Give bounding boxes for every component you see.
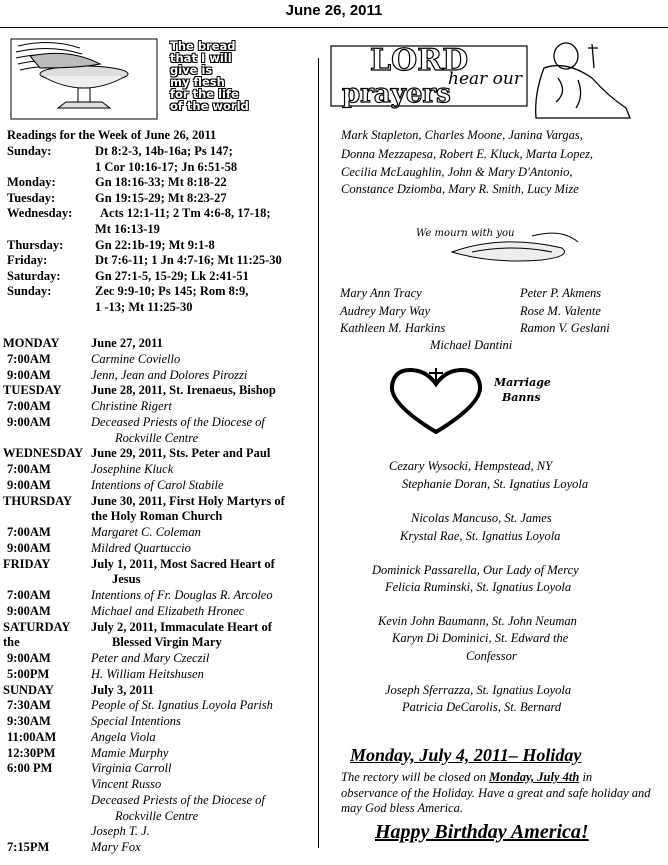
banns-line: Karyn Di Dominici, St. Edward the: [392, 631, 569, 645]
mass-intention: Mamie Murphy: [91, 745, 169, 760]
prayer-names-line: Constance Dziomba, Mary R. Smith, Lucy Mize: [341, 182, 579, 196]
marriage-banns-list: [320, 459, 665, 719]
readings-title: Readings for the Week of June 26, 2011: [7, 128, 217, 142]
mass-day-feast: July 2, 2011, Immaculate Heart of: [91, 619, 272, 634]
mass-intention: Angela Viola: [91, 729, 156, 744]
mass-intention: Mildred Quartuccio: [91, 540, 191, 555]
banns-logo-line: Marriage: [494, 376, 551, 389]
holiday-notice: [341, 770, 651, 817]
column-divider: [318, 58, 319, 848]
reading-day: Thursday:: [7, 237, 64, 252]
bread-quote-line: The bread: [170, 39, 236, 53]
mass-intention: Joseph T. J.: [91, 824, 150, 839]
mourned-name: Mary Ann Tracy: [340, 286, 422, 300]
mass-day-feast: June 30, 2011, First Holy Martyrs of: [91, 493, 285, 508]
mass-day-feast: Jesus: [112, 572, 141, 587]
mourned-name: Ramon V. Geslani: [520, 321, 610, 335]
reading-citation: Gn 27:1-5, 15-29; Lk 2:41-51: [95, 268, 249, 283]
mass-time: 7:00AM: [7, 525, 51, 539]
holiday-title: Monday, July 4, 2011– Holiday: [350, 745, 582, 765]
mass-intention: Deceased Priests of the Diocese of: [91, 792, 265, 807]
mass-day-label: WEDNESDAY: [3, 446, 84, 461]
mass-time: 6:00 PM: [7, 761, 53, 776]
mass-time: 9:00AM: [7, 477, 51, 492]
reading-citation: Acts 12:1-11; 2 Tm 4:6-8, 17-18;: [100, 206, 271, 221]
mass-time: 9:00AM: [7, 367, 51, 382]
header-divider: [0, 27, 668, 28]
mass-intention: Rockville Centre: [115, 808, 199, 823]
reading-day: Monday:: [7, 175, 56, 190]
mass-time: 7:00AM: [7, 462, 51, 476]
bread-quote-line: for the life: [170, 87, 239, 101]
mass-time: 7:15PM: [7, 840, 50, 854]
mass-intention: Josephine Kluck: [91, 462, 174, 476]
reading-day: Sunday:: [7, 284, 52, 299]
mass-intention: People of St. Ignatius Loyola Parish: [91, 698, 273, 713]
mass-day-label: SUNDAY: [3, 682, 54, 697]
reading-day: Friday:: [7, 253, 48, 268]
reading-day: Sunday:: [7, 144, 52, 158]
banns-line: Confessor: [466, 649, 517, 663]
mass-time: 7:00AM: [7, 399, 51, 413]
mass-time: 9:30AM: [7, 714, 51, 728]
mass-day-label: TUESDAY: [3, 383, 62, 398]
bread-quote-line: of the world: [170, 99, 249, 113]
mass-time: 9:00AM: [7, 651, 51, 665]
mass-time: 9:00AM: [7, 414, 51, 429]
mass-intention: Margaret C. Coleman: [91, 525, 201, 539]
mourned-name: Michael Dantini: [430, 338, 513, 352]
mass-intention: Special Intentions: [91, 714, 181, 728]
marriage-banns-heart-logo: [386, 364, 576, 434]
mass-time: 9:00AM: [7, 540, 51, 555]
mass-schedule: [0, 336, 318, 856]
mass-intention: Rockville Centre: [115, 430, 199, 445]
reading-day: Saturday:: [7, 268, 61, 283]
mass-time: 7:00AM: [7, 588, 51, 602]
mass-day-label: SATURDAY: [3, 619, 71, 634]
prayer-names-line: Mark Stapleton, Charles Moone, Janina Vargas,: [341, 128, 583, 142]
mourning-list: [320, 286, 665, 356]
reading-citation: Zec 9:9-10; Ps 145; Rom 8:9,: [95, 284, 249, 299]
chalice-bread-illustration: [10, 38, 158, 120]
prayer-names-line: Donna Mezzapesa, Robert E. Kluck, Marta Lopez,: [341, 147, 594, 161]
lord-hear-our-prayers-logo: [330, 38, 636, 122]
mass-intention: Peter and Mary Czeczil: [91, 651, 210, 665]
mass-time: 7:30AM: [7, 698, 51, 713]
mourned-name: Rose M. Valente: [520, 304, 601, 318]
mass-day-label: THURSDAY: [3, 493, 73, 508]
mass-intention: Intentions of Fr. Douglas R. Arcoleo: [91, 588, 273, 602]
reading-citation: Dt 8:2-3, 14b-16a; Ps 147;: [95, 144, 233, 158]
reading-citation: Gn 19:15-29; Mt 8:23-27: [95, 190, 227, 205]
mass-intention: Virginia Carroll: [91, 761, 172, 776]
mass-intention: Christine Rigert: [91, 399, 172, 413]
mass-intention: Intentions of Carol Stabile: [91, 477, 224, 492]
banns-logo-line: Banns: [502, 391, 541, 404]
prayer-list: [320, 128, 665, 198]
mass-day-feast: June 29, 2011, Sts. Peter and Paul: [91, 446, 271, 461]
logo-prayers-text: prayers: [342, 79, 451, 109]
mourned-name: Kathleen M. Harkins: [340, 321, 446, 335]
banns-line: Joseph Sferrazza, St. Ignatius Loyola: [385, 683, 572, 697]
mass-day-feast: July 1, 2011, Most Sacred Heart of: [91, 556, 275, 571]
mass-day-label: FRIDAY: [3, 556, 51, 571]
mass-intention: H. William Heitshusen: [91, 666, 204, 681]
reading-day: Tuesday:: [7, 190, 56, 205]
banns-line: Krystal Rae, St. Ignatius Loyola: [400, 529, 561, 543]
mass-day-feast: Blessed Virgin Mary: [112, 635, 222, 650]
banns-line: Cezary Wysocki, Hempstead, NY: [389, 459, 553, 473]
logo-hear-our-text: hear our: [448, 69, 522, 89]
we-mourn-with-you-logo: [412, 222, 582, 270]
mass-time: 7:00AM: [7, 351, 51, 366]
holiday-body-start: The rectory will be closed on: [341, 770, 490, 784]
mass-day-feast: July 3, 2011: [91, 682, 154, 697]
logo-lord-text: LORD: [370, 43, 469, 78]
mourned-name: Peter P. Akmens: [520, 286, 602, 300]
reading-citation: Gn 22:1b-19; Mt 9:1-8: [95, 237, 215, 252]
reading-citation: 1 -13; Mt 11:25-30: [95, 300, 193, 314]
mass-intention: Vincent Russo: [91, 777, 162, 791]
reading-day: Wednesday:: [7, 206, 73, 221]
reading-citation: 1 Cor 10:16-17; Jn 6:51-58: [95, 159, 238, 174]
banns-line: Felicia Ruminski, St. Ignatius Loyola: [385, 580, 572, 594]
mass-intention: Mary Fox: [91, 840, 141, 854]
bread-quote-line: that I will: [170, 51, 232, 65]
mass-time: 12:30PM: [7, 745, 56, 760]
bread-quote-line: give is: [170, 63, 213, 77]
mass-day-label: MONDAY: [3, 336, 60, 350]
holiday-body-end: in observance of the Holiday. Have a great and safe holiday and may God bless America.: [341, 770, 651, 815]
weekly-readings: [7, 128, 317, 318]
reading-citation: Dt 7:6-11; 1 Jn 4:7-16; Mt 11:25-30: [95, 253, 282, 268]
banns-line: Stephanie Doran, St. Ignatius Loyola: [402, 477, 589, 491]
mass-day-feast: June 27, 2011: [91, 336, 163, 350]
mourn-logo-text: We mourn with you: [416, 228, 515, 239]
bread-quote-line: my flesh: [170, 75, 225, 89]
banns-line: Nicolas Mancuso, St. James: [411, 511, 552, 525]
happy-birthday-america: Happy Birthday America!: [375, 821, 589, 843]
reading-citation: Gn 18:16-33; Mt 8:18-22: [95, 175, 227, 190]
mass-time: 9:00AM: [7, 603, 51, 618]
reading-citation: Mt 16:13-19: [95, 222, 160, 236]
mass-intention: Deceased Priests of the Diocese of: [91, 414, 265, 429]
mass-intention: Carmine Coviello: [91, 351, 181, 366]
mass-time: 11:00AM: [7, 729, 57, 744]
banns-line: Dominick Passarella, Our Lady of Mercy: [372, 563, 579, 577]
mass-day-label: the: [3, 635, 20, 650]
mass-intention: Jenn, Jean and Dolores Pirozzi: [91, 367, 248, 382]
mass-day-feast: the Holy Roman Church: [91, 509, 223, 524]
bread-quote: [170, 40, 310, 112]
mourned-name: Audrey Mary Way: [340, 304, 431, 318]
banns-line: Kevin John Baumann, St. John Neuman: [378, 614, 577, 628]
mass-intention: Michael and Elizabeth Hronec: [91, 603, 245, 618]
mass-time: 5:00PM: [7, 666, 50, 681]
page-date-header: June 26, 2011: [285, 2, 383, 19]
mass-day-feast: June 28, 2011, St. Irenaeus, Bishop: [91, 383, 276, 398]
prayer-names-line: Cecilia McLaughlin, John & Mary D'Antonio,: [341, 165, 573, 179]
banns-line: Patricia DeCarolis, St. Bernard: [402, 700, 562, 714]
holiday-date-emphasis: Monday, July 4th: [489, 770, 580, 784]
